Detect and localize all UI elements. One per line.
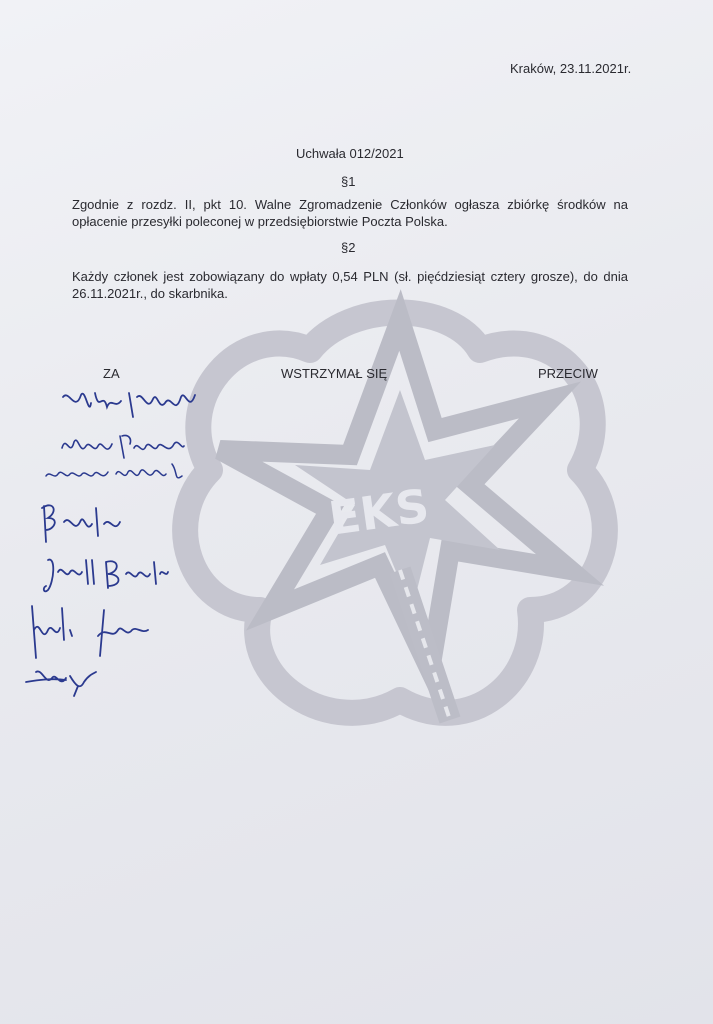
vote-abstain-heading: WSTRZYMAŁ SIĘ — [281, 366, 388, 381]
signature-7 — [22, 664, 102, 698]
signature-4 — [36, 500, 126, 548]
signature-6 — [22, 600, 152, 662]
resolution-title: Uchwała 012/2021 — [296, 146, 404, 161]
place-date: Kraków, 23.11.2021r. — [510, 61, 632, 76]
signature-3 — [42, 458, 192, 488]
vote-against-heading: PRZECIW — [538, 366, 598, 381]
section1-heading: §1 — [341, 174, 356, 189]
eks-emblem-watermark — [150, 280, 630, 760]
signature-1 — [55, 383, 205, 423]
signature-5 — [40, 552, 170, 596]
section1-text: Zgodnie z rozdz. II, pkt 10. Walne Zgromadzenie Członków ogłasza zbiórkę środków na opłacenie przesyłki poleconej w przedsiębiorstwie Poczta Polska. — [72, 197, 628, 229]
watermark-text: EKS — [325, 478, 433, 546]
section2-heading: §2 — [341, 240, 356, 255]
section2-text: Każdy członek jest zobowiązany do wpłaty 0,54 PLN (sł. pięćdziesiąt cztery grosze), do dnia 26.11.2021r., do skarbnika. — [72, 269, 628, 301]
vote-for-heading: ZA — [103, 366, 120, 381]
